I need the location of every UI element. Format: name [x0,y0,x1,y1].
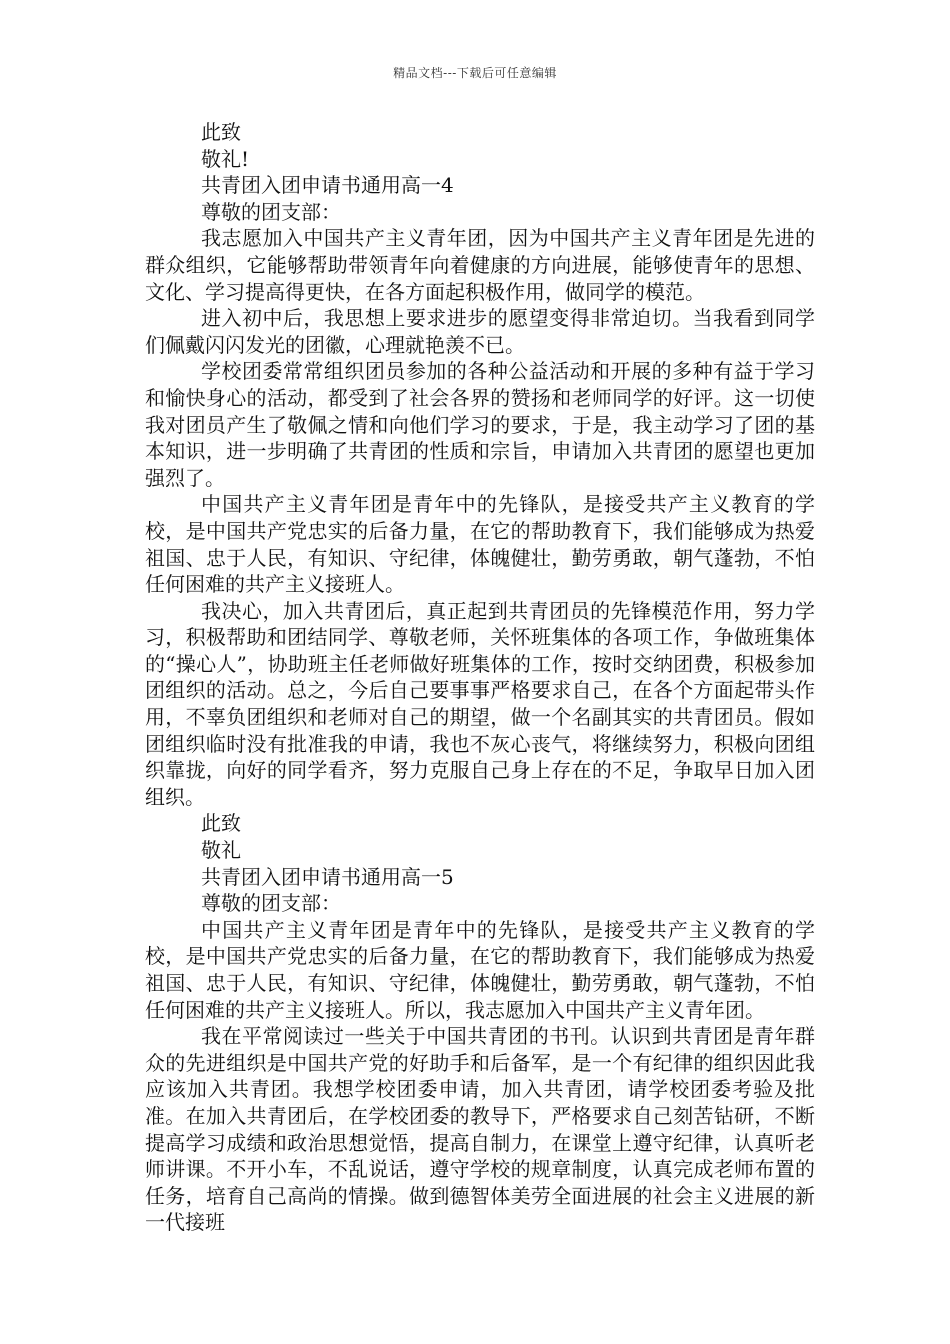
section-title: 共青团入团申请书通用高一4 [201,173,454,198]
paragraph: 我决心，加入共青团后，真正起到共青团员的先锋模范作用，努力学习，积极帮助和团结同学、尊敬老师，关怀班集体的各项工作，争做班集体的“操心人”，协助班主任老师做好班集体的工作，按时交纳团费，积极参加团组织的活动。总之，今后自己要事事严格要求自己，在各个方面起带头作用，不辜负团组织和老师对自己的期望，做一个名副其实的共青团员。假如团组织临时没有批准我的申请，我也不灰心丧气，将继续努力，积极向团组织靠拢，向好的同学看齐，努力克服自己身上存在的不足，争取早日加入团组织。 [145,598,815,809]
paragraph: 中国共产主义青年团是青年中的先锋队，是接受共产主义教育的学校，是中国共产党忠实的后备力量，在它的帮助教育下，我们能够成为热爱祖国、忠于人民，有知识、守纪律，体魄健壮，勤劳勇敢，朝气蓬勃，不怕任何困难的共产主义接班人。 [145,492,815,597]
closing-line: 此致 [201,120,241,144]
paragraph: 我志愿加入中国共产主义青年团，因为中国共产主义青年团是先进的群众组织，它能够帮助带领青年向着健康的方向进展，能够使青年的思想、文化、学习提高得更快，在各方面起积极作用，做同学的模范。 [145,226,815,304]
salutation-line: 敬礼 [201,838,241,863]
greeting-line: 尊敬的团支部： [201,891,341,916]
document-body [145,119,815,1236]
closing-line: 此致 [201,811,241,836]
paragraph: 我在平常阅读过一些关于中国共青团的书刊。认识到共青团是青年群众的先进组织是中国共产党的好助手和后备军，是一个有纪律的组织因此我应该加入共青团。我想学校团委申请，加入共青团，请学校团委考验及批准。在加入共青团后，在学校团委的教导下，严格要求自己刻苦钻研，不断提高学习成绩和政治思想觉悟，提高自制力，在课堂上遵守纪律，认真听老师讲课。不开小车，不乱说话，遵守学校的规章制度，认真完成老师布置的任务，培育自己高尚的情操。做到德智体美劳全面进展的社会主义进展的新一代接班 [145,1024,815,1235]
paragraph: 学校团委常常组织团员参加的各种公益活动和开展的多种有益于学习和愉快身心的活动，都受到了社会各界的赞扬和老师同学的好评。这一切使我对团员产生了敬佩之情和向他们学习的要求，于是，我主动学习了团的基本知识，进一步明确了共青团的性质和宗旨，申请加入共青团的愿望也更加强烈了。 [145,359,815,490]
page-header: 精品文档---下载后可任意编辑 [393,66,557,80]
greeting-line: 尊敬的团支部： [201,199,341,224]
paragraph: 进入初中后，我思想上要求进步的愿望变得非常迫切。当我看到同学们佩戴闪闪发光的团徽，心理就艳羡不已。 [145,306,815,357]
section-title: 共青团入团申请书通用高一5 [201,864,454,889]
paragraph: 中国共产主义青年团是青年中的先锋队，是接受共产主义教育的学校，是中国共产党忠实的后备力量，在它的帮助教育下，我们能够成为热爱祖国、忠于人民，有知识、守纪律，体魄健壮，勤劳勇敢，朝气蓬勃，不怕任何困难的共产主义接班人。所以，我志愿加入中国共产主义青年团。 [145,917,815,1022]
salutation-line: 敬礼! [201,146,250,171]
